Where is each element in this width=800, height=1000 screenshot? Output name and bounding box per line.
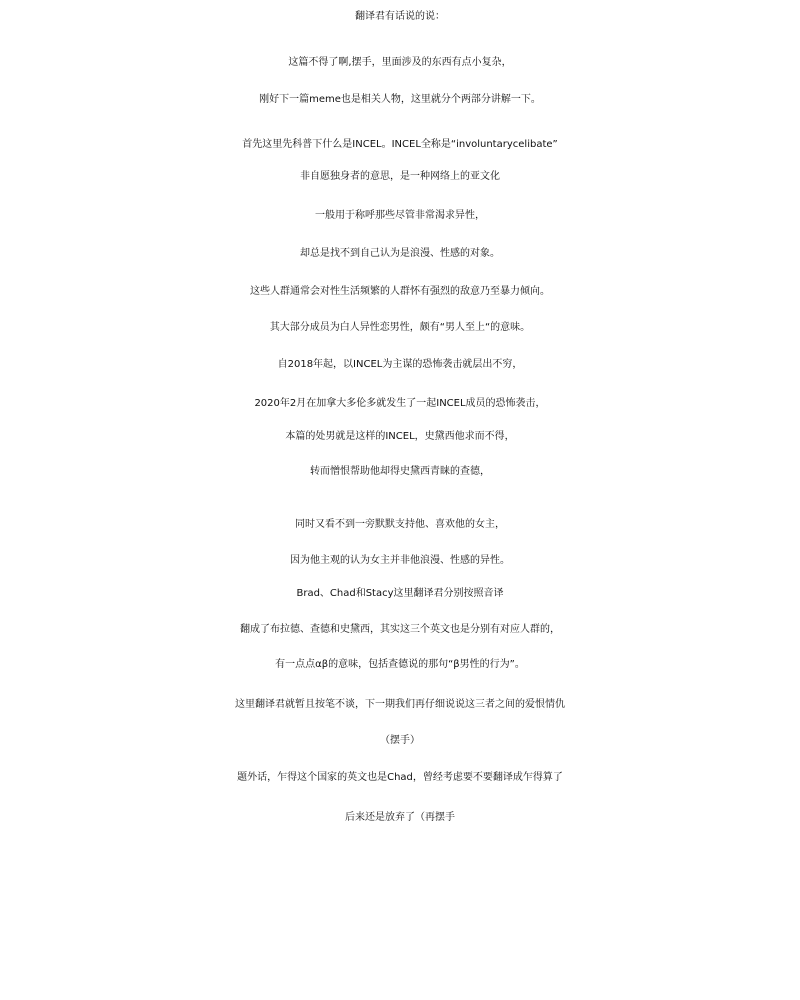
note-line: 题外话，乍得这个国家的英文也是Chad，曾经考虑要不要翻译成乍得算了: [237, 772, 563, 783]
note-line: 本篇的处男就是这样的INCEL，史黛西他求而不得，: [285, 431, 515, 442]
note-line: 刚好下一篇meme也是相关人物，这里就分个两部分讲解一下。: [259, 94, 541, 105]
note-line: 2020年2月在加拿大多伦多就发生了一起INCEL成员的恐怖袭击，: [254, 398, 546, 409]
note-line: （摆手）: [380, 735, 420, 746]
note-line: 其大部分成员为白人异性恋男性，颇有“男人至上“的意味。: [269, 322, 531, 333]
note-line: 因为他主观的认为女主并非他浪漫、性感的异性。: [290, 555, 510, 566]
note-line: 这些人群通常会对性生活频繁的人群怀有强烈的敌意乃至暴力倾向。: [250, 286, 550, 297]
note-line: 自2018年起，以INCEL为主谋的恐怖袭击就层出不穷，: [277, 359, 523, 370]
note-line: 这里翻译君就暂且按笔不谈，下一期我们再仔细说说这三者之间的爱恨情仇: [235, 699, 565, 710]
note-line: 非自愿独身者的意思，是一种网络上的亚文化: [300, 171, 500, 182]
note-line: 这篇不得了啊,摆手，里面涉及的东西有点小复杂，: [288, 57, 512, 68]
note-line: Brad、Chad和Stacy这里翻译君分别按照音译: [296, 588, 504, 599]
note-heading: 翻译君有话说的说：: [355, 11, 445, 22]
note-line: 首先这里先科普下什么是INCEL。INCEL全称是“involuntarycelibate”: [242, 139, 558, 150]
note-line: 同时又看不到一旁默默支持他、喜欢他的女主，: [295, 519, 505, 530]
note-line: 翻成了布拉德、查德和史黛西，其实这三个英文也是分别有对应人群的，: [240, 624, 560, 635]
note-line: 一般用于称呼那些尽管非常渴求异性，: [315, 210, 485, 221]
note-line: 转而憎恨帮助他却得史黛西青睐的查德，: [310, 466, 490, 477]
note-line: 后来还是放弃了（再摆手: [345, 812, 455, 823]
note-line: 有一点点αβ的意味，包括查德说的那句“β男性的行为”。: [275, 659, 525, 670]
note-line: 却总是找不到自己认为是浪漫、性感的对象。: [300, 248, 500, 259]
